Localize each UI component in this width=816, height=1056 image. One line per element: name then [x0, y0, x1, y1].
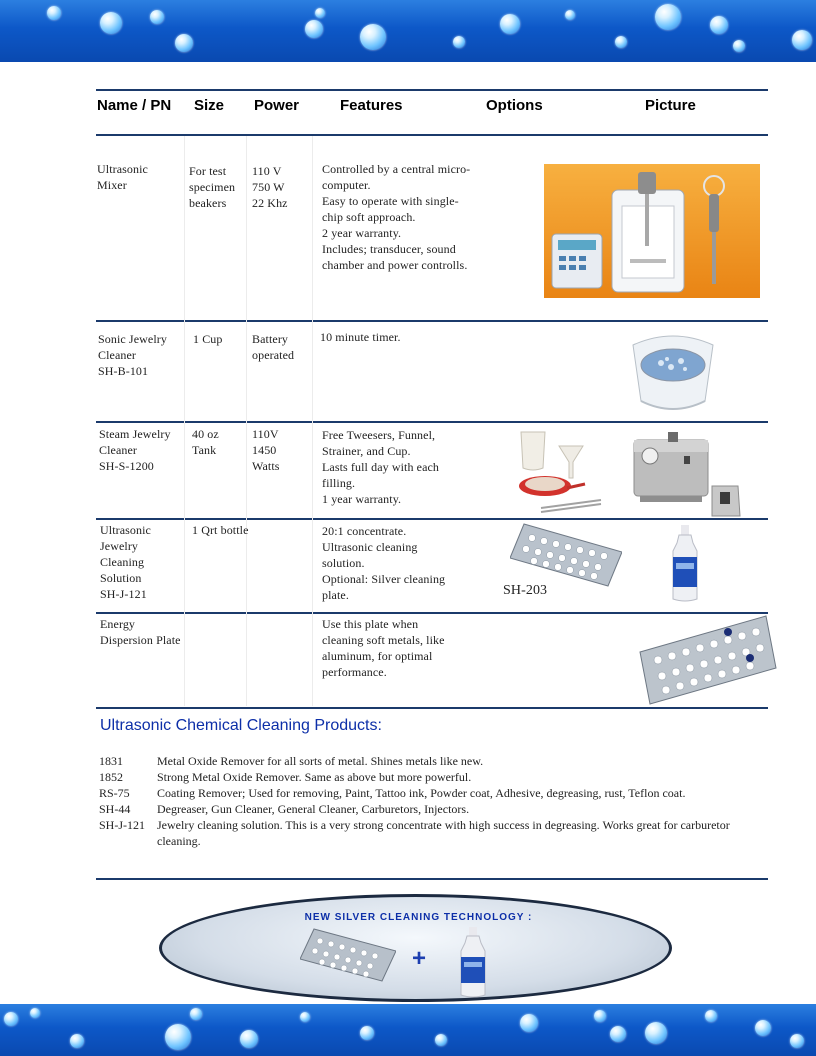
product-description: Strong Metal Oxide Remover. Same as above but more powerful. [157, 770, 472, 784]
perforated-plate-image [510, 522, 622, 588]
bubble-decoration [150, 10, 164, 24]
promo-title: NEW SILVER CLEANING TECHNOLOGY : [304, 912, 533, 923]
row-features: Free Tweesers, Funnel, Strainer, and Cup. Lasts full day with each filling. 1 year warranty. [322, 428, 440, 506]
row-name: Ultrasonic Jewelry Cleaning Solution SH-J-121 [100, 523, 151, 601]
bubble-decoration [70, 1034, 84, 1048]
bubble-decoration [240, 1030, 258, 1048]
bubble-decoration [594, 1010, 606, 1022]
solution-bottle-image [671, 525, 699, 603]
bubble-decoration [360, 1026, 374, 1040]
column-guide [246, 136, 247, 706]
product-description: Jewelry cleaning solution. This is a very strong concentrate with high success in degreasing. Works great for carburetor cleaning. [157, 818, 730, 848]
bubble-decoration [435, 1034, 447, 1046]
product-description: Degreaser, Gun Cleaner, General Cleaner, Carburetors, Injectors. [157, 802, 470, 816]
bubble-decoration [175, 34, 193, 52]
bubble-decoration [315, 8, 325, 18]
header-power: Power [254, 97, 300, 114]
row-divider [96, 320, 768, 322]
option-part-number: SH-203 [503, 583, 548, 598]
bubble-decoration [645, 1022, 667, 1044]
row-features: 10 minute timer. [320, 330, 401, 344]
column-guide [312, 136, 313, 706]
bubble-decoration [305, 20, 323, 38]
beaker-funnel-strainer-image [515, 428, 603, 518]
bubble-decoration [520, 1014, 538, 1032]
row-size: 1 Qrt bottle [192, 523, 249, 537]
promo-banner [159, 894, 672, 1002]
bubble-decoration [565, 10, 575, 20]
row-divider [96, 518, 768, 520]
list-item [99, 769, 759, 785]
list-item [99, 753, 759, 769]
row-size: 40 oz Tank [192, 427, 219, 457]
row-features: 20:1 concentrate. Ultrasonic cleaning solution. Optional: Silver cleaning plate. [322, 524, 446, 602]
row-features: Use this plate when cleaning soft metals, like aluminum, for optimal performance. [322, 617, 445, 679]
bubble-decoration [790, 1034, 804, 1048]
top-banner [0, 0, 816, 62]
steam-jewelry-cleaner-image [632, 430, 744, 518]
list-item [99, 801, 759, 817]
row-name: Sonic Jewelry Cleaner SH-B-101 [98, 332, 167, 378]
bubble-decoration [705, 1010, 717, 1022]
ultrasonic-mixer-image [544, 164, 760, 298]
plus-sign: + [412, 945, 427, 972]
row-power: 110V 1450 Watts [252, 427, 280, 473]
header-options: Options [486, 97, 543, 114]
row-name: Ultrasonic Mixer [97, 162, 148, 192]
row-power: 110 V 750 W 22 Khz [252, 164, 288, 210]
product-code: SH-44 [99, 802, 131, 816]
list-item [99, 785, 759, 801]
product-code: 1831 [99, 754, 123, 768]
section-bottom-rule [96, 878, 768, 880]
header-features: Features [340, 97, 403, 114]
product-code: RS-75 [99, 786, 130, 800]
solution-bottle-image [460, 927, 486, 999]
row-divider [96, 421, 768, 423]
row-features: Controlled by a central micro- computer. Easy to operate with single- chip soft approach. 2 year warranty. Includes; transducer, sound chamber and power controlls. [322, 162, 471, 272]
product-code: 1852 [99, 770, 123, 784]
header-picture: Picture [645, 97, 696, 114]
bubble-decoration [4, 1012, 18, 1026]
bubble-decoration [655, 4, 681, 30]
row-size: 1 Cup [193, 332, 223, 346]
bubble-decoration [165, 1024, 191, 1050]
bubble-decoration [792, 30, 812, 50]
product-code: SH-J-121 [99, 818, 146, 832]
table-bottom-rule [96, 707, 768, 709]
header-name-pn: Name / PN [97, 97, 172, 114]
perforated-plate-image [300, 927, 396, 983]
table-top-rule [96, 89, 768, 91]
bubble-decoration [710, 16, 728, 34]
product-description: Metal Oxide Remover for all sorts of metal. Shines metals like new. [157, 754, 484, 768]
row-name: Energy Dispersion Plate [100, 617, 181, 647]
list-item [99, 817, 759, 849]
product-description: Coating Remover; Used for removing, Paint, Tattoo ink, Powder coat, Adhesive, degreasing, rust, Teflon coat. [157, 786, 686, 800]
bubble-decoration [733, 40, 745, 52]
bubble-decoration [453, 36, 465, 48]
header-bottom-rule [96, 134, 768, 136]
bubble-decoration [610, 1026, 626, 1042]
row-power: Battery operated [252, 332, 295, 362]
row-name: Steam Jewelry Cleaner SH-S-1200 [99, 427, 171, 473]
header-size: Size [194, 97, 225, 114]
bubble-decoration [360, 24, 386, 50]
bubble-decoration [615, 36, 627, 48]
bubble-decoration [190, 1008, 202, 1020]
bubble-decoration [30, 1008, 40, 1018]
bubble-decoration [755, 1020, 771, 1036]
bottom-banner [0, 1004, 816, 1056]
bubble-decoration [100, 12, 122, 34]
sonic-jewelry-cleaner-image [625, 325, 721, 417]
perforated-plate-image [638, 614, 778, 706]
bubble-decoration [300, 1012, 310, 1022]
section-title: Ultrasonic Chemical Cleaning Products: [100, 717, 382, 734]
bubble-decoration [500, 14, 520, 34]
row-size: For test specimen beakers [189, 164, 236, 210]
bubble-decoration [47, 6, 61, 20]
